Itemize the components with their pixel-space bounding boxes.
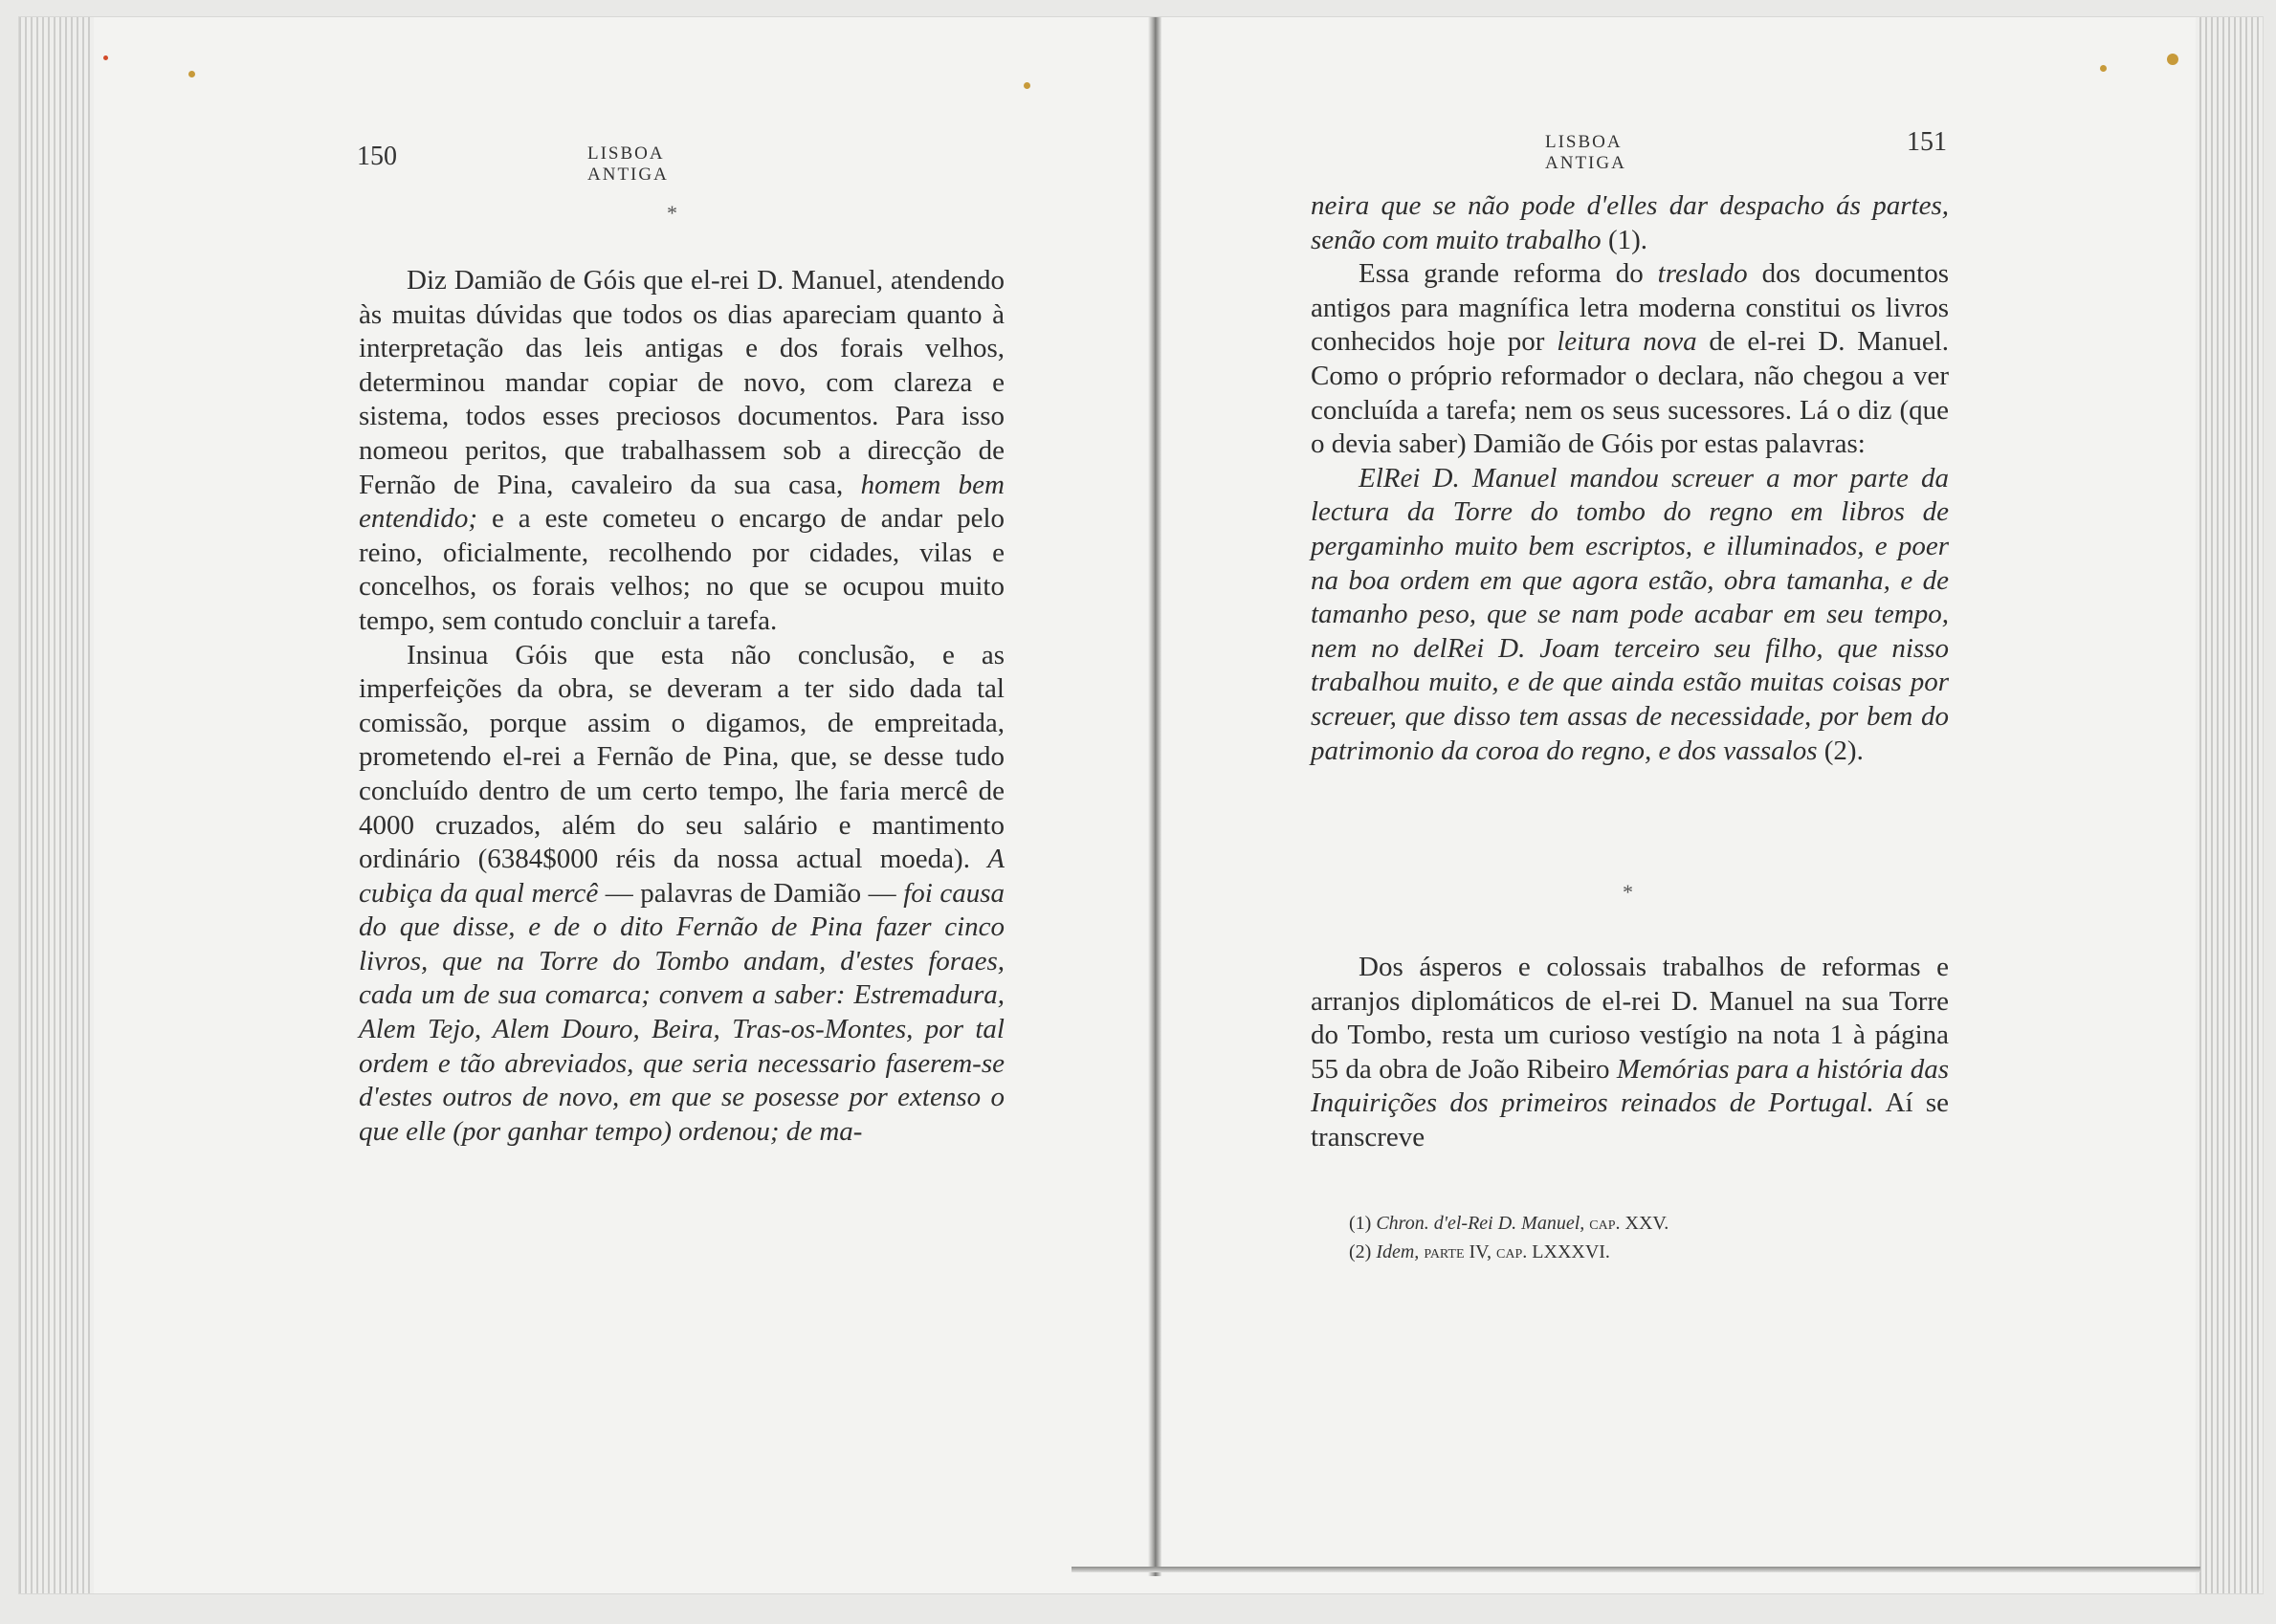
book-gutter xyxy=(1148,17,1161,1576)
paragraph: Dos ásperos e colossais trabalhos de reformas e arranjos diplomáticos de el-rei D. Manuel na sua Torre do Tombo, resta um curioso vestígio na nota 1 à página 55 da obra de João Ribeiro Memórias para a história das Inquirições dos primeiros reinados de Portugal. Aí se transcreve xyxy=(1311,952,1949,1152)
left-page-body xyxy=(359,264,1005,1149)
running-head: LISBOA ANTIGA xyxy=(587,143,669,185)
right-page-edges xyxy=(2196,17,2263,1593)
paragraph: Diz Damião de Góis que el-rei D. Manuel, atendendo às muitas dúvidas que todos os dias apareciam quanto à interpretação das leis antigas e dos forais velhos, determinou mandar copiar de novo, com clareza e sistema, todos esses preciosos documentos. Para isso nomeou peritos, que trabalhassem sob a direcção de Fernão de Pina, cavaleiro da sua casa, homem bem entendido; e a este cometeu o encargo de andar pelo reino, oficialmente, recolhendo por cidades, vilas e concelhos, os forais velhos; no que se ocupou muito tempo, sem contudo concluir a tarefa. xyxy=(359,265,1005,636)
right-page-body-top xyxy=(1311,189,1949,768)
footnote-title: Chron. d'el-Rei D. Manuel, xyxy=(1376,1213,1585,1234)
quotation: ElRei D. Manuel mandou screuer a mor parte da lectura da Torre do tombo do regno em libros de pergaminho muito bem escriptos, e illuminados, e poer na boa ordem em que agora estão, obra tamanha, e de tamanho peso, que se nam pode acabar em seu tempo, nem no delRei D. Joam terceiro seu filho, que nisso trabalhou muito, e de que ainda estão muitas coisas por screuer, que disso tem assas de necessidade, por bem do patrimonio da coroa do regno, e dos vassalos (2). xyxy=(1311,462,1949,766)
paragraph: Insinua Góis que esta não conclusão, e as imperfeições da obra, se deveram a ter sido dada tal comissão, porque assim o digamos, de empreitada, prometendo el-rei a Fernão de Pina, que, se desse tudo concluído dentro de um certo tempo, lhe faria mercê de 4000 cruzados, além do seu salário e mantimento ordinário (6384$000 réis da nossa actual moeda). A cubiça da qual mercê — palavras de Damião — foi causa do que disse, e de o dito Fernão de Pina fazer cinco livros, que na Torre do Tombo andam, d'estes foraes, cada um de sua comarca; convem a saber: Estremadura, Alem Tejo, Alem Douro, Beira, Tras-os-Montes, por tal ordem e tão abreviados, que seria necessario faserem-se d'estes outros de novo, em que se posesse por extenso o que elle (por ganhar tempo) ordenou; de ma- xyxy=(359,639,1005,1147)
section-ornament: * xyxy=(667,201,677,225)
footnotes xyxy=(1349,1209,1942,1266)
paragraph: neira que se não pode d'elles dar despacho ás partes, senão com muito trabalho (1). xyxy=(1311,190,1949,255)
paper-speck xyxy=(2100,65,2107,72)
paper-speck xyxy=(103,55,108,60)
running-head: LISBOA ANTIGA xyxy=(1545,132,1626,173)
section-ornament: * xyxy=(1623,880,1633,904)
footnote-mark: (2) xyxy=(1349,1241,1372,1262)
paper-speck xyxy=(2167,54,2178,65)
footnote-1 xyxy=(1349,1209,1942,1238)
page-number: 151 xyxy=(1907,127,1947,157)
paper-speck xyxy=(1024,82,1030,89)
footnote-ref: cap. XXV. xyxy=(1589,1213,1669,1234)
footnote-mark: (1) xyxy=(1349,1213,1372,1234)
footnote-title: Idem, xyxy=(1376,1241,1420,1262)
paragraph: Essa grande reforma do treslado dos documentos antigos para magnífica letra moderna constitui os livros conhecidos hoje por leitura nova de el-rei D. Manuel. Como o próprio reformador o declara, não chegou a ver concluída a tarefa; nem os seus sucessores. Lá o diz (que o devia saber) Damião de Góis por estas palavras: xyxy=(1311,258,1950,460)
left-page-edges xyxy=(19,17,94,1593)
page-bottom-shadow xyxy=(1072,1567,2200,1572)
right-page-body-bottom xyxy=(1311,951,1949,1155)
paper-speck xyxy=(188,71,195,77)
footnote-2 xyxy=(1349,1238,1942,1266)
page-number: 150 xyxy=(357,142,397,171)
footnote-ref: parte IV, cap. LXXXVI. xyxy=(1424,1241,1610,1262)
